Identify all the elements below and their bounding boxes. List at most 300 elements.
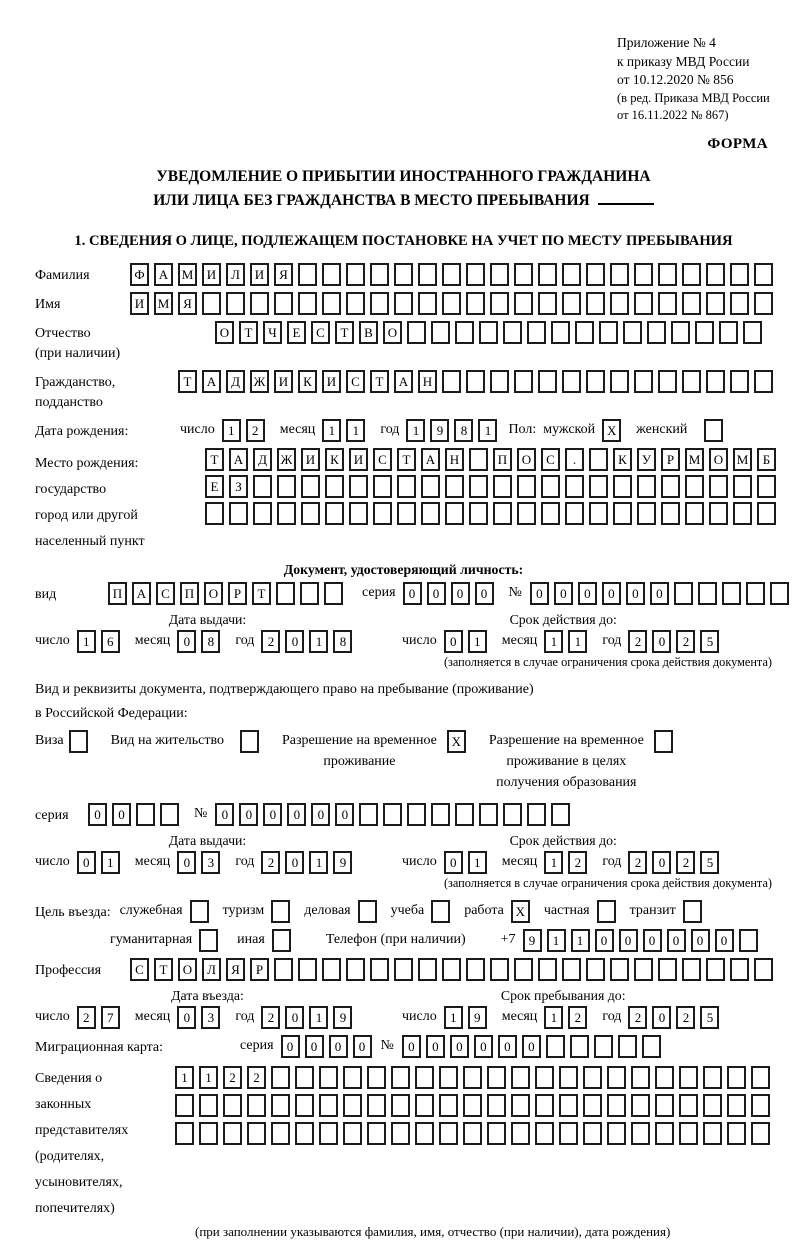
form-cell-empty[interactable] — [607, 1066, 626, 1089]
form-cell-empty[interactable] — [319, 1066, 338, 1089]
form-cell-empty[interactable] — [373, 502, 392, 525]
form-cell-filled[interactable]: Р — [228, 582, 247, 605]
form-cell-empty[interactable] — [445, 502, 464, 525]
form-cell-empty[interactable] — [442, 370, 461, 393]
form-cell-filled[interactable]: А — [202, 370, 221, 393]
form-cell-filled[interactable]: Л — [202, 958, 221, 981]
form-cell-filled[interactable]: Д — [226, 370, 245, 393]
form-cell-empty[interactable] — [455, 803, 474, 826]
form-cell-filled[interactable]: 1 — [309, 851, 328, 874]
form-cell-empty[interactable] — [490, 370, 509, 393]
form-cell-filled[interactable]: А — [421, 448, 440, 471]
form-cell-filled[interactable]: 1 — [544, 1006, 563, 1029]
form-cell-empty[interactable] — [746, 582, 765, 605]
form-cell-empty[interactable] — [754, 263, 773, 286]
form-cell-filled[interactable]: У — [637, 448, 656, 471]
form-cell-empty[interactable] — [586, 292, 605, 315]
form-cell-empty[interactable] — [349, 475, 368, 498]
form-cell-filled[interactable]: И — [274, 370, 293, 393]
form-cell-filled[interactable]: 0 — [474, 1035, 493, 1058]
form-cell-empty[interactable] — [343, 1094, 362, 1117]
form-cell-empty[interactable] — [295, 1094, 314, 1117]
form-cell-empty[interactable] — [439, 1066, 458, 1089]
form-cell-filled[interactable]: Т — [239, 321, 258, 344]
form-cell-filled[interactable]: 2 — [77, 1006, 96, 1029]
form-cell-empty[interactable] — [301, 502, 320, 525]
form-cell-empty[interactable] — [562, 370, 581, 393]
form-cell-empty[interactable] — [490, 292, 509, 315]
form-cell-filled[interactable]: 0 — [652, 1006, 671, 1029]
form-cell-empty[interactable] — [226, 292, 245, 315]
form-cell-filled[interactable]: 0 — [88, 803, 107, 826]
form-cell-filled[interactable]: О — [204, 582, 223, 605]
form-cell-filled[interactable]: И — [250, 263, 269, 286]
form-cell-empty[interactable] — [754, 958, 773, 981]
form-cell-empty[interactable] — [431, 803, 450, 826]
form-cell-empty[interactable] — [445, 475, 464, 498]
form-cell-empty[interactable] — [325, 475, 344, 498]
form-cell-empty[interactable] — [730, 370, 749, 393]
form-cell-empty[interactable] — [359, 803, 378, 826]
form-cell-filled[interactable]: X — [602, 419, 621, 442]
form-cell-empty[interactable] — [199, 929, 218, 952]
form-cell-empty[interactable] — [272, 929, 291, 952]
form-cell-empty[interactable] — [397, 502, 416, 525]
form-cell-filled[interactable]: 2 — [247, 1066, 266, 1089]
form-cell-empty[interactable] — [514, 263, 533, 286]
form-cell-filled[interactable]: 1 — [199, 1066, 218, 1089]
form-cell-filled[interactable]: 0 — [287, 803, 306, 826]
form-cell-filled[interactable]: 9 — [333, 851, 352, 874]
form-cell-empty[interactable] — [175, 1122, 194, 1145]
form-cell-empty[interactable] — [479, 321, 498, 344]
form-cell-empty[interactable] — [418, 263, 437, 286]
form-cell-empty[interactable] — [586, 370, 605, 393]
form-cell-filled[interactable]: Ф — [130, 263, 149, 286]
form-cell-filled[interactable]: 2 — [628, 851, 647, 874]
form-cell-filled[interactable]: О — [383, 321, 402, 344]
form-cell-empty[interactable] — [682, 263, 701, 286]
form-cell-filled[interactable]: Е — [205, 475, 224, 498]
form-cell-empty[interactable] — [610, 370, 629, 393]
form-cell-filled[interactable]: 0 — [451, 582, 470, 605]
form-cell-empty[interactable] — [709, 475, 728, 498]
form-cell-filled[interactable]: 0 — [112, 803, 131, 826]
form-cell-filled[interactable]: 0 — [426, 1035, 445, 1058]
form-cell-empty[interactable] — [322, 263, 341, 286]
form-cell-empty[interactable] — [559, 1122, 578, 1145]
form-cell-empty[interactable] — [367, 1066, 386, 1089]
form-cell-filled[interactable]: О — [517, 448, 536, 471]
form-cell-filled[interactable]: 9 — [523, 929, 542, 952]
form-cell-empty[interactable] — [324, 582, 343, 605]
form-cell-empty[interactable] — [439, 1122, 458, 1145]
form-cell-empty[interactable] — [391, 1094, 410, 1117]
form-cell-filled[interactable]: О — [215, 321, 234, 344]
form-cell-empty[interactable] — [538, 370, 557, 393]
form-cell-filled[interactable]: М — [685, 448, 704, 471]
form-cell-empty[interactable] — [136, 803, 155, 826]
form-cell-filled[interactable]: 0 — [215, 803, 234, 826]
form-cell-empty[interactable] — [394, 958, 413, 981]
form-cell-empty[interactable] — [661, 475, 680, 498]
form-cell-filled[interactable]: К — [613, 448, 632, 471]
form-cell-empty[interactable] — [637, 502, 656, 525]
form-cell-filled[interactable]: С — [130, 958, 149, 981]
form-cell-empty[interactable] — [479, 803, 498, 826]
form-cell-empty[interactable] — [511, 1066, 530, 1089]
form-cell-filled[interactable]: А — [229, 448, 248, 471]
form-cell-empty[interactable] — [298, 958, 317, 981]
form-cell-empty[interactable] — [655, 1094, 674, 1117]
form-cell-empty[interactable] — [565, 502, 584, 525]
form-cell-filled[interactable]: 3 — [201, 1006, 220, 1029]
form-cell-empty[interactable] — [709, 502, 728, 525]
form-cell-filled[interactable]: К — [325, 448, 344, 471]
form-cell-filled[interactable]: 0 — [667, 929, 686, 952]
form-cell-empty[interactable] — [703, 1094, 722, 1117]
form-cell-filled[interactable]: 1 — [406, 419, 425, 442]
form-cell-filled[interactable]: Н — [445, 448, 464, 471]
form-cell-empty[interactable] — [503, 321, 522, 344]
form-cell-empty[interactable] — [205, 502, 224, 525]
form-cell-empty[interactable] — [418, 292, 437, 315]
form-cell-empty[interactable] — [698, 582, 717, 605]
form-cell-empty[interactable] — [223, 1094, 242, 1117]
form-cell-filled[interactable]: С — [373, 448, 392, 471]
form-cell-filled[interactable]: 1 — [544, 630, 563, 653]
form-cell-empty[interactable] — [343, 1122, 362, 1145]
form-cell-filled[interactable]: 2 — [223, 1066, 242, 1089]
form-cell-filled[interactable]: И — [130, 292, 149, 315]
form-cell-empty[interactable] — [511, 1122, 530, 1145]
form-cell-filled[interactable]: 0 — [285, 1006, 304, 1029]
form-cell-empty[interactable] — [570, 1035, 589, 1058]
form-cell-filled[interactable]: 1 — [222, 419, 241, 442]
form-cell-filled[interactable]: 3 — [201, 851, 220, 874]
form-cell-empty[interactable] — [538, 263, 557, 286]
form-cell-filled[interactable]: 0 — [77, 851, 96, 874]
form-cell-empty[interactable] — [240, 730, 259, 753]
form-cell-empty[interactable] — [415, 1066, 434, 1089]
form-cell-empty[interactable] — [594, 1035, 613, 1058]
form-cell-empty[interactable] — [514, 370, 533, 393]
form-cell-empty[interactable] — [634, 263, 653, 286]
form-cell-empty[interactable] — [739, 929, 758, 952]
form-cell-empty[interactable] — [343, 1066, 362, 1089]
form-cell-empty[interactable] — [175, 1094, 194, 1117]
form-cell-filled[interactable]: Т — [205, 448, 224, 471]
form-cell-filled[interactable]: 9 — [333, 1006, 352, 1029]
form-cell-filled[interactable]: 1 — [478, 419, 497, 442]
form-cell-empty[interactable] — [719, 321, 738, 344]
form-cell-empty[interactable] — [300, 582, 319, 605]
form-cell-empty[interactable] — [223, 1122, 242, 1145]
form-cell-filled[interactable]: 0 — [554, 582, 573, 605]
form-cell-filled[interactable]: 0 — [305, 1035, 324, 1058]
form-cell-empty[interactable] — [490, 958, 509, 981]
form-cell-empty[interactable] — [671, 321, 690, 344]
form-cell-empty[interactable] — [538, 292, 557, 315]
form-cell-empty[interactable] — [346, 958, 365, 981]
form-cell-empty[interactable] — [298, 263, 317, 286]
form-cell-filled[interactable]: Н — [418, 370, 437, 393]
form-cell-empty[interactable] — [733, 502, 752, 525]
form-cell-empty[interactable] — [679, 1122, 698, 1145]
form-cell-empty[interactable] — [704, 419, 723, 442]
form-cell-filled[interactable]: 0 — [329, 1035, 348, 1058]
form-cell-filled[interactable]: 5 — [700, 630, 719, 653]
form-cell-filled[interactable]: 1 — [101, 851, 120, 874]
form-cell-empty[interactable] — [301, 475, 320, 498]
form-cell-filled[interactable]: 0 — [177, 630, 196, 653]
form-cell-empty[interactable] — [743, 321, 762, 344]
form-cell-empty[interactable] — [637, 475, 656, 498]
form-cell-filled[interactable]: Л — [226, 263, 245, 286]
form-cell-empty[interactable] — [654, 730, 673, 753]
form-cell-empty[interactable] — [730, 263, 749, 286]
form-cell-empty[interactable] — [229, 502, 248, 525]
form-cell-empty[interactable] — [706, 958, 725, 981]
form-cell-empty[interactable] — [757, 502, 776, 525]
form-cell-empty[interactable] — [466, 263, 485, 286]
form-cell-filled[interactable]: Ж — [277, 448, 296, 471]
form-cell-filled[interactable]: 1 — [568, 630, 587, 653]
form-cell-empty[interactable] — [727, 1094, 746, 1117]
form-cell-filled[interactable]: 2 — [676, 851, 695, 874]
form-cell-empty[interactable] — [271, 900, 290, 923]
form-cell-empty[interactable] — [679, 1094, 698, 1117]
form-cell-filled[interactable]: И — [202, 263, 221, 286]
form-cell-empty[interactable] — [493, 502, 512, 525]
form-cell-filled[interactable]: И — [322, 370, 341, 393]
form-cell-filled[interactable]: Я — [274, 263, 293, 286]
form-cell-filled[interactable]: 0 — [522, 1035, 541, 1058]
form-cell-filled[interactable]: И — [301, 448, 320, 471]
form-cell-empty[interactable] — [658, 292, 677, 315]
form-cell-empty[interactable] — [683, 900, 702, 923]
form-cell-filled[interactable]: Т — [178, 370, 197, 393]
form-cell-filled[interactable]: 0 — [444, 851, 463, 874]
form-cell-filled[interactable]: 0 — [643, 929, 662, 952]
form-cell-empty[interactable] — [325, 502, 344, 525]
form-cell-empty[interactable] — [610, 263, 629, 286]
form-cell-filled[interactable]: 8 — [333, 630, 352, 653]
form-cell-empty[interactable] — [589, 448, 608, 471]
form-cell-empty[interactable] — [655, 1066, 674, 1089]
form-cell-filled[interactable]: И — [349, 448, 368, 471]
form-cell-empty[interactable] — [517, 475, 536, 498]
form-cell-filled[interactable]: З — [229, 475, 248, 498]
form-cell-empty[interactable] — [295, 1122, 314, 1145]
form-cell-empty[interactable] — [370, 958, 389, 981]
form-cell-empty[interactable] — [514, 292, 533, 315]
form-cell-empty[interactable] — [415, 1122, 434, 1145]
form-cell-empty[interactable] — [658, 370, 677, 393]
form-cell-filled[interactable]: 1 — [175, 1066, 194, 1089]
form-cell-empty[interactable] — [559, 1066, 578, 1089]
form-cell-filled[interactable]: Т — [370, 370, 389, 393]
form-cell-empty[interactable] — [634, 958, 653, 981]
form-cell-empty[interactable] — [466, 292, 485, 315]
form-cell-filled[interactable]: П — [108, 582, 127, 605]
form-cell-empty[interactable] — [503, 803, 522, 826]
form-cell-empty[interactable] — [575, 321, 594, 344]
form-cell-empty[interactable] — [623, 321, 642, 344]
form-cell-empty[interactable] — [346, 292, 365, 315]
form-cell-empty[interactable] — [247, 1094, 266, 1117]
form-cell-filled[interactable]: 1 — [346, 419, 365, 442]
form-cell-empty[interactable] — [322, 292, 341, 315]
form-cell-empty[interactable] — [565, 475, 584, 498]
form-cell-filled[interactable]: 0 — [402, 1035, 421, 1058]
form-cell-empty[interactable] — [613, 502, 632, 525]
form-cell-empty[interactable] — [271, 1094, 290, 1117]
form-cell-empty[interactable] — [394, 263, 413, 286]
form-cell-empty[interactable] — [706, 292, 725, 315]
form-cell-empty[interactable] — [658, 958, 677, 981]
form-cell-empty[interactable] — [658, 263, 677, 286]
form-cell-filled[interactable]: 0 — [498, 1035, 517, 1058]
form-cell-empty[interactable] — [463, 1066, 482, 1089]
form-cell-empty[interactable] — [487, 1094, 506, 1117]
form-cell-empty[interactable] — [559, 1094, 578, 1117]
form-cell-empty[interactable] — [682, 958, 701, 981]
form-cell-empty[interactable] — [551, 803, 570, 826]
form-cell-filled[interactable]: О — [178, 958, 197, 981]
form-cell-empty[interactable] — [421, 502, 440, 525]
form-cell-filled[interactable]: 1 — [544, 851, 563, 874]
form-cell-empty[interactable] — [730, 292, 749, 315]
form-cell-filled[interactable]: 1 — [468, 630, 487, 653]
form-cell-empty[interactable] — [613, 475, 632, 498]
form-cell-filled[interactable]: А — [154, 263, 173, 286]
form-cell-empty[interactable] — [727, 1122, 746, 1145]
form-cell-empty[interactable] — [274, 292, 293, 315]
form-cell-filled[interactable]: 0 — [285, 630, 304, 653]
form-cell-filled[interactable]: 0 — [652, 851, 671, 874]
form-cell-filled[interactable]: 8 — [454, 419, 473, 442]
form-cell-filled[interactable]: Ч — [263, 321, 282, 344]
form-cell-empty[interactable] — [490, 263, 509, 286]
form-cell-empty[interactable] — [754, 370, 773, 393]
form-cell-empty[interactable] — [431, 321, 450, 344]
form-cell-empty[interactable] — [463, 1094, 482, 1117]
form-cell-filled[interactable]: Д — [253, 448, 272, 471]
form-cell-filled[interactable]: В — [359, 321, 378, 344]
form-cell-filled[interactable]: Ж — [250, 370, 269, 393]
form-cell-empty[interactable] — [527, 803, 546, 826]
form-cell-empty[interactable] — [469, 502, 488, 525]
form-cell-filled[interactable]: 2 — [676, 1006, 695, 1029]
form-cell-empty[interactable] — [370, 263, 389, 286]
form-cell-filled[interactable]: 0 — [619, 929, 638, 952]
form-cell-empty[interactable] — [551, 321, 570, 344]
form-cell-empty[interactable] — [541, 502, 560, 525]
form-cell-empty[interactable] — [463, 1122, 482, 1145]
form-cell-filled[interactable]: 2 — [261, 630, 280, 653]
form-cell-empty[interactable] — [610, 292, 629, 315]
form-cell-empty[interactable] — [562, 292, 581, 315]
form-cell-filled[interactable]: 1 — [468, 851, 487, 874]
form-cell-filled[interactable]: Б — [757, 448, 776, 471]
form-cell-empty[interactable] — [277, 475, 296, 498]
form-cell-empty[interactable] — [367, 1094, 386, 1117]
form-cell-filled[interactable]: 0 — [177, 851, 196, 874]
form-cell-filled[interactable]: 0 — [652, 630, 671, 653]
form-cell-filled[interactable]: 0 — [281, 1035, 300, 1058]
form-cell-empty[interactable] — [703, 1066, 722, 1089]
form-cell-filled[interactable]: 1 — [571, 929, 590, 952]
form-cell-empty[interactable] — [421, 475, 440, 498]
form-cell-empty[interactable] — [469, 475, 488, 498]
form-cell-empty[interactable] — [706, 263, 725, 286]
form-cell-filled[interactable]: С — [156, 582, 175, 605]
form-cell-filled[interactable]: К — [298, 370, 317, 393]
form-cell-empty[interactable] — [358, 900, 377, 923]
form-cell-filled[interactable]: 7 — [101, 1006, 120, 1029]
form-cell-empty[interactable] — [322, 958, 341, 981]
form-cell-filled[interactable]: О — [709, 448, 728, 471]
form-cell-filled[interactable]: П — [493, 448, 512, 471]
form-cell-empty[interactable] — [546, 1035, 565, 1058]
form-cell-empty[interactable] — [642, 1035, 661, 1058]
form-cell-filled[interactable]: 0 — [263, 803, 282, 826]
form-cell-filled[interactable]: 0 — [444, 630, 463, 653]
form-cell-filled[interactable]: 1 — [77, 630, 96, 653]
form-cell-empty[interactable] — [634, 370, 653, 393]
form-cell-empty[interactable] — [514, 958, 533, 981]
form-cell-empty[interactable] — [391, 1122, 410, 1145]
form-cell-empty[interactable] — [199, 1094, 218, 1117]
form-cell-empty[interactable] — [415, 1094, 434, 1117]
form-cell-empty[interactable] — [770, 582, 789, 605]
form-cell-empty[interactable] — [583, 1122, 602, 1145]
form-cell-filled[interactable]: Т — [252, 582, 271, 605]
form-cell-empty[interactable] — [727, 1066, 746, 1089]
form-cell-filled[interactable]: 5 — [700, 851, 719, 874]
form-cell-empty[interactable] — [634, 292, 653, 315]
form-cell-filled[interactable]: 1 — [309, 630, 328, 653]
form-cell-empty[interactable] — [535, 1066, 554, 1089]
form-cell-empty[interactable] — [418, 958, 437, 981]
form-cell-empty[interactable] — [466, 958, 485, 981]
form-cell-empty[interactable] — [527, 321, 546, 344]
form-cell-empty[interactable] — [685, 502, 704, 525]
form-cell-filled[interactable]: М — [154, 292, 173, 315]
form-cell-empty[interactable] — [647, 321, 666, 344]
form-cell-empty[interactable] — [589, 502, 608, 525]
form-cell-filled[interactable]: Т — [154, 958, 173, 981]
form-cell-filled[interactable]: 0 — [335, 803, 354, 826]
form-cell-filled[interactable]: С — [346, 370, 365, 393]
form-cell-empty[interactable] — [674, 582, 693, 605]
form-cell-filled[interactable]: 0 — [403, 582, 422, 605]
form-cell-empty[interactable] — [295, 1066, 314, 1089]
form-cell-filled[interactable]: 6 — [101, 630, 120, 653]
form-cell-filled[interactable]: 0 — [285, 851, 304, 874]
form-cell-filled[interactable]: 1 — [547, 929, 566, 952]
form-cell-filled[interactable]: 0 — [427, 582, 446, 605]
form-cell-empty[interactable] — [493, 475, 512, 498]
form-cell-empty[interactable] — [695, 321, 714, 344]
form-cell-empty[interactable] — [439, 1094, 458, 1117]
form-cell-empty[interactable] — [247, 1122, 266, 1145]
form-cell-empty[interactable] — [751, 1094, 770, 1117]
form-cell-filled[interactable]: 2 — [261, 851, 280, 874]
form-cell-empty[interactable] — [535, 1122, 554, 1145]
form-cell-filled[interactable]: 0 — [650, 582, 669, 605]
